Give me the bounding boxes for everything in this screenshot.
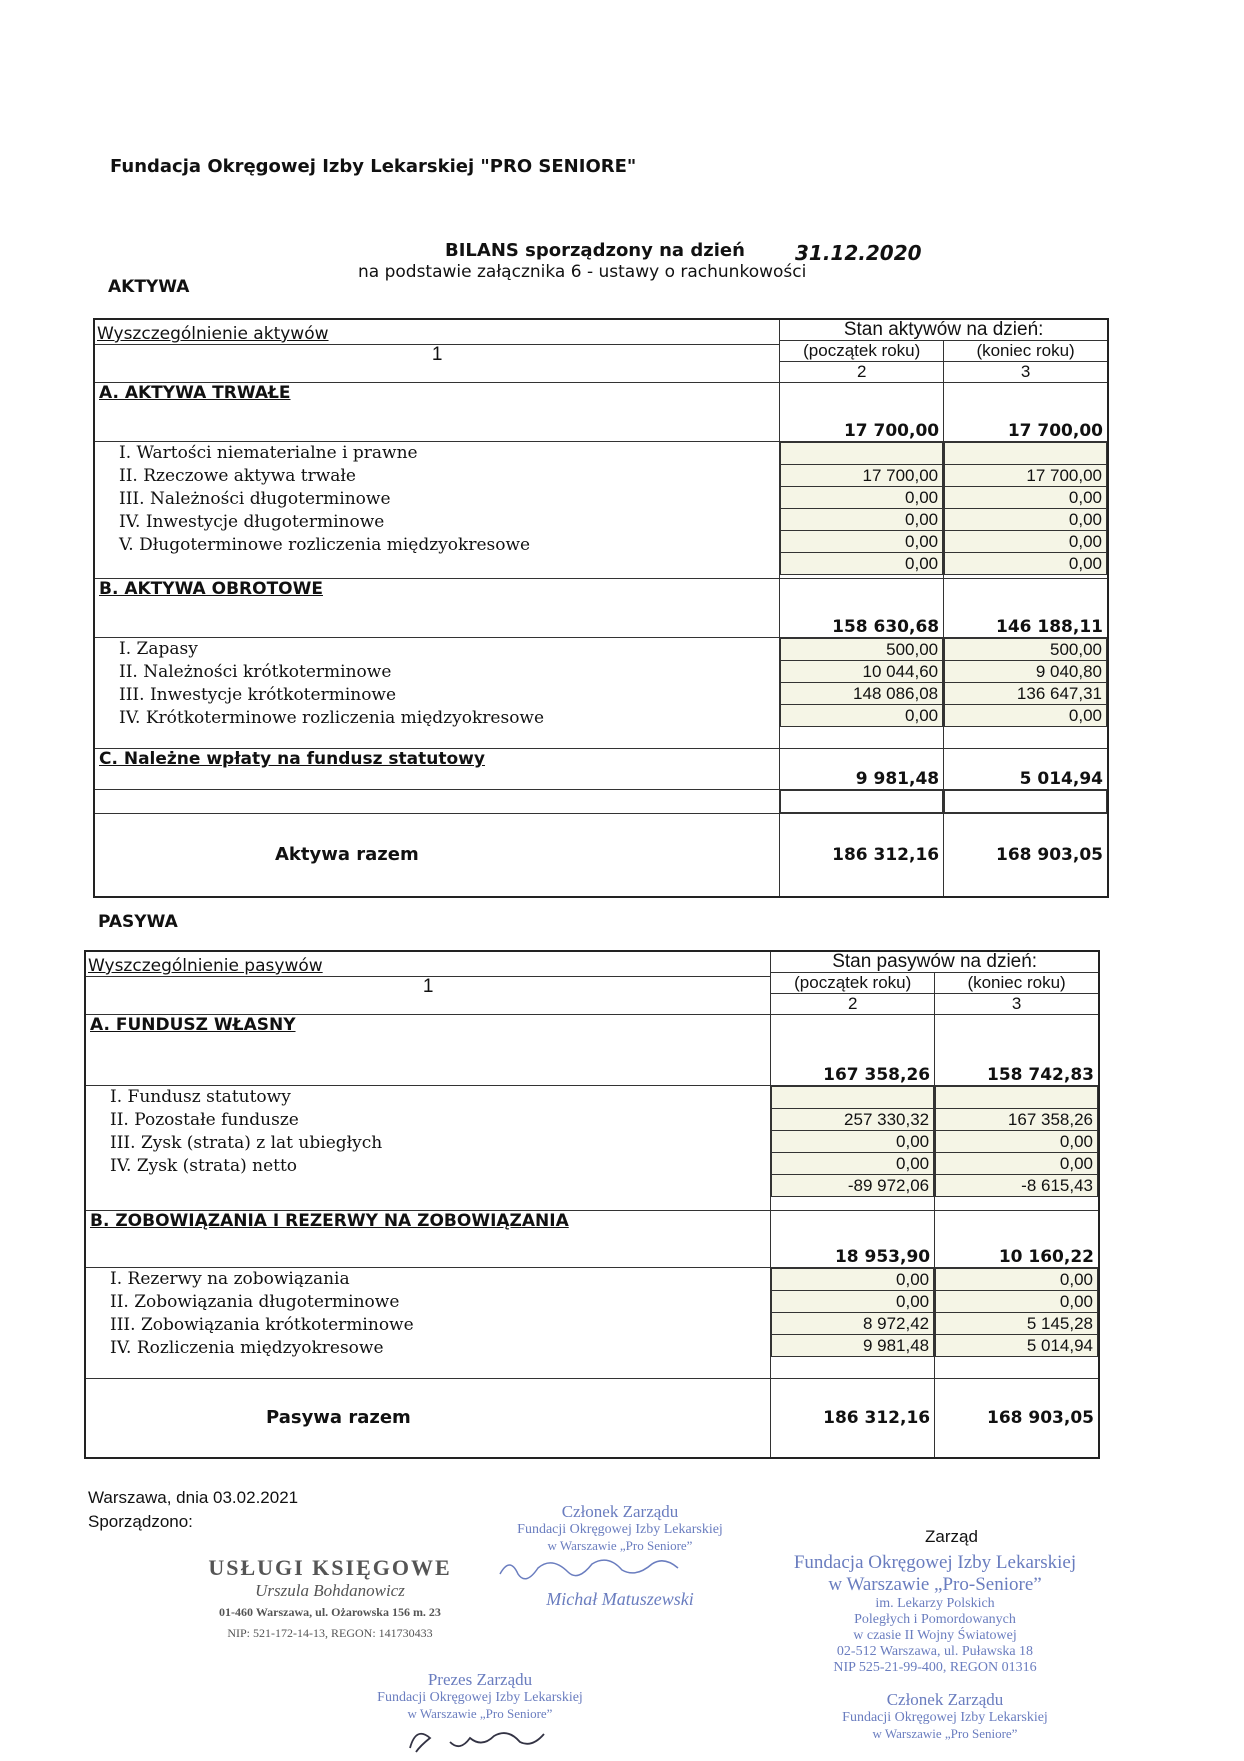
line-item-label: I. Zapasy xyxy=(119,639,198,659)
group-end-value: 10 160,22 xyxy=(935,1211,1099,1268)
line-item-label: IV. Inwestycje długoterminowe xyxy=(119,512,385,532)
group-heading: A. FUNDUSZ WŁASNY xyxy=(90,1015,296,1035)
line-item-end xyxy=(936,1087,1098,1109)
total-end-value: 168 903,05 xyxy=(935,1379,1099,1459)
line-item-end: 0,00 xyxy=(936,1269,1098,1291)
line-item-end: 0,00 xyxy=(945,531,1107,553)
line-item-start: 8 972,42 xyxy=(772,1313,934,1335)
column-number-1: 1 xyxy=(86,976,770,997)
line-item-end: -8 615,43 xyxy=(936,1175,1098,1197)
line-item-label: IV. Zysk (strata) netto xyxy=(110,1156,298,1176)
balance-date: 31.12.2020 xyxy=(795,241,922,265)
line-item-end: 0,00 xyxy=(945,487,1107,509)
line-item-end: 136 647,31 xyxy=(945,683,1107,705)
place-date: Warszawa, dnia 03.02.2021 xyxy=(88,1488,299,1507)
line-item-label: I. Rezerwy na zobowiązania xyxy=(110,1269,350,1289)
line-item-start: 0,00 xyxy=(772,1269,934,1291)
line-item-label: II. Należności krótkoterminowe xyxy=(119,662,392,682)
line-item-start: 17 700,00 xyxy=(781,465,943,487)
column-number-2: 2 xyxy=(771,994,934,1015)
line-item-start: 0,00 xyxy=(781,705,943,727)
line-item-label: IV. Rozliczenia międzyokresowe xyxy=(110,1338,384,1358)
line-item-start: 10 044,60 xyxy=(781,661,943,683)
president-stamp: Prezes Zarządu Fundacji Okręgowej Izby Lekarskiej w Warszawie „Pro Seniore” xyxy=(340,1670,620,1761)
line-item-label: II. Zobowiązania długoterminowe xyxy=(110,1292,400,1312)
prepared-by-label: Sporządzono: xyxy=(88,1512,193,1531)
line-item-start: 257 330,32 xyxy=(772,1109,934,1131)
organization-name: Fundacja Okręgowej Izby Lekarskiej "PRO SENIORE" xyxy=(110,156,637,177)
line-item-label: IV. Krótkoterminowe rozliczenia międzyokresowe xyxy=(119,708,545,728)
group-end-value: 17 700,00 xyxy=(944,383,1108,442)
line-item-start: 0,00 xyxy=(781,531,943,553)
line-item-start: 9 981,48 xyxy=(772,1335,934,1357)
line-item-start: 0,00 xyxy=(781,509,943,531)
group-start-value: 167 358,26 xyxy=(771,1015,935,1086)
line-item-start: 0,00 xyxy=(772,1153,934,1175)
state-column-header: Stan aktywów na dzień: xyxy=(843,319,1044,340)
end-year-header: (koniec roku) xyxy=(944,341,1107,362)
line-item-label: III. Zobowiązania krótkoterminowe xyxy=(110,1315,414,1335)
aktywa-section-title: AKTYWA xyxy=(108,277,190,297)
line-item-start: 0,00 xyxy=(772,1291,934,1313)
board-member-2-stamp: Członek Zarządu Fundacji Okręgowej Izby Lekarskiej w Warszawie „Pro Seniore” xyxy=(842,1690,1048,1741)
group-start-value: 18 953,90 xyxy=(771,1211,935,1268)
legal-basis: na podstawie załącznika 6 - ustawy o rachunkowości xyxy=(358,262,807,282)
line-item-start: 500,00 xyxy=(781,639,943,661)
line-item-end: 17 700,00 xyxy=(945,465,1107,487)
foundation-stamp: Fundacja Okręgowej Izby Lekarskiej w Warszawie „Pro-Seniore” im. Lekarzy Polskich Poległych i Pomordowanych w czasie II Wojny Światowej 02-512 Warszawa, ul. Puławska 18 NIP 525-21-99-400, REGON 01316 xyxy=(793,1552,1077,1675)
group-start-value: 17 700,00 xyxy=(780,383,944,442)
group-heading: A. AKTYWA TRWAŁE xyxy=(99,383,291,403)
line-item-label: III. Inwestycje krótkoterminowe xyxy=(119,685,397,705)
desc-column-header: Wyszczególnienie pasywów xyxy=(88,956,323,976)
group-heading: C. Należne wpłaty na fundusz statutowy xyxy=(99,749,485,769)
board-member-stamp: Członek Zarządu Fundacji Okręgowej Izby Lekarskiej w Warszawie „Pro Seniore” Michał Matuszewski xyxy=(480,1502,760,1610)
line-item-end: 0,00 xyxy=(945,553,1107,575)
line-item-label: II. Pozostałe fundusze xyxy=(110,1110,299,1130)
line-item-end xyxy=(945,443,1107,465)
state-column-header: Stan pasywów na dzień: xyxy=(832,951,1038,972)
start-year-header: (początek roku) xyxy=(780,341,943,362)
group-end-value: 5 014,94 xyxy=(944,749,1108,790)
column-number-2: 2 xyxy=(780,362,943,383)
desc-column-header: Wyszczególnienie aktywów xyxy=(97,324,329,344)
line-item-end: 9 040,80 xyxy=(945,661,1107,683)
line-item-start: 0,00 xyxy=(781,553,943,575)
line-item-start: 148 086,08 xyxy=(781,683,943,705)
group-end-value: 158 742,83 xyxy=(935,1015,1099,1086)
line-item-label: I. Wartości niematerialne i prawne xyxy=(119,443,418,463)
group-heading: B. ZOBOWIĄZANIA I REZERWY NA ZOBOWIĄZANIA xyxy=(90,1211,569,1231)
pasywa-section-title: PASYWA xyxy=(98,912,178,932)
total-end-value: 168 903,05 xyxy=(944,814,1108,898)
line-item-end: 5 014,94 xyxy=(936,1335,1098,1357)
group-heading: B. AKTYWA OBROTOWE xyxy=(99,579,323,599)
line-item-start: -89 972,06 xyxy=(772,1175,934,1197)
pasywa-table xyxy=(84,950,1100,1459)
line-item-label: III. Zysk (strata) z lat ubiegłych xyxy=(110,1133,383,1153)
total-start-value: 186 312,16 xyxy=(780,814,944,898)
line-item-label: I. Fundusz statutowy xyxy=(110,1087,291,1107)
column-number-1: 1 xyxy=(95,344,779,365)
column-number-3: 3 xyxy=(944,362,1107,383)
line-item-end: 0,00 xyxy=(936,1291,1098,1313)
group-end-value: 146 188,11 xyxy=(944,579,1108,638)
signature-president xyxy=(340,1722,620,1756)
group-start-value: 158 630,68 xyxy=(780,579,944,638)
group-start-value: 9 981,48 xyxy=(780,749,944,790)
line-item-start xyxy=(772,1087,934,1109)
accounting-stamp: USŁUGI KSIĘGOWE Urszula Bohdanowicz 01-460 Warszawa, ul. Ożarowska 156 m. 23 NIP: 521-172-14-13, REGON: 141730433 xyxy=(208,1555,452,1640)
signature-matuszewski xyxy=(480,1554,760,1584)
line-item-end: 0,00 xyxy=(936,1131,1098,1153)
line-item-end: 167 358,26 xyxy=(936,1109,1098,1131)
aktywa-table xyxy=(93,318,1109,898)
line-item-end: 0,00 xyxy=(945,509,1107,531)
line-item-label: II. Rzeczowe aktywa trwałe xyxy=(119,466,356,486)
document-title: BILANS sporządzony na dzień xyxy=(445,240,745,261)
line-item-end: 0,00 xyxy=(945,705,1107,727)
end-year-header: (koniec roku) xyxy=(935,973,1098,994)
line-item-start: 0,00 xyxy=(781,487,943,509)
line-item-label: III. Należności długoterminowe xyxy=(119,489,391,509)
line-item-label: V. Długoterminowe rozliczenia międzyokresowe xyxy=(119,535,531,555)
start-year-header: (początek roku) xyxy=(771,973,934,994)
total-label: Pasywa razem xyxy=(85,1379,771,1459)
board-label: Zarząd xyxy=(925,1527,978,1546)
total-start-value: 186 312,16 xyxy=(771,1379,935,1459)
line-item-end: 5 145,28 xyxy=(936,1313,1098,1335)
line-item-start xyxy=(781,443,943,465)
line-item-end: 500,00 xyxy=(945,639,1107,661)
line-item-end: 0,00 xyxy=(936,1153,1098,1175)
line-item-start: 0,00 xyxy=(772,1131,934,1153)
column-number-3: 3 xyxy=(935,994,1098,1015)
total-label: Aktywa razem xyxy=(94,814,780,898)
